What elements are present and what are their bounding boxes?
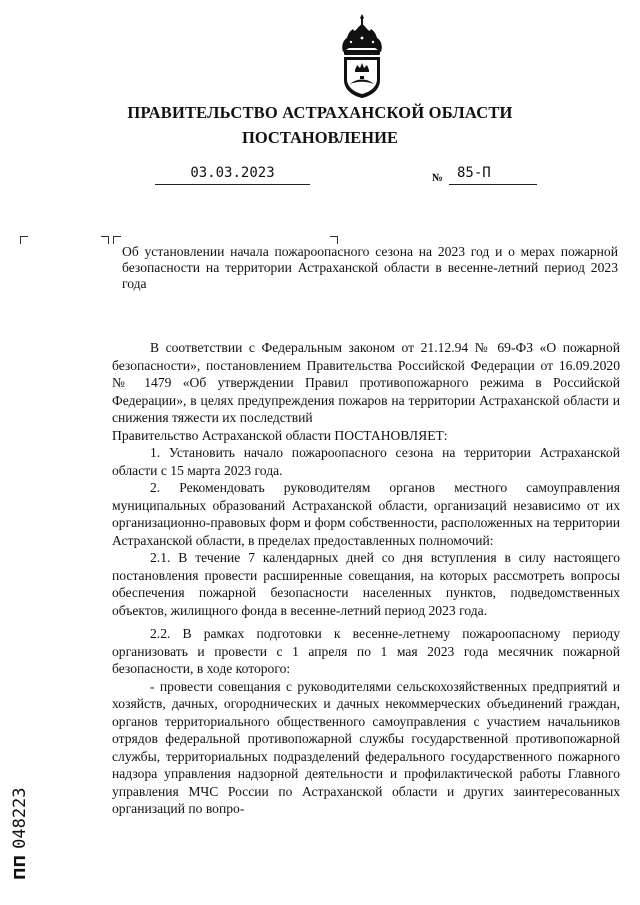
preamble-paragraph: В соответствии с Федеральным законом от 21.12.94 № 69-ФЗ «О пожарной безопасности», постановлением Правительства Российской Федерации от 16.09.2020 № 1479 «Об утверждении Правил противопожарного режима в Российской Федерации», в целях предупреждения пожаров на территории Астраханской области и снижения тяжести их последствий xyxy=(112,340,620,425)
paragraph-2: 2. Рекомендовать руководителям органов местного самоуправления муниципальных образований Астраханской области, организаций независимо от их организационно-правовых форм и форм собственности, расположенных на территории Астраханской области, в пределах предоставленных полномочий: xyxy=(112,480,620,548)
corner-bracket-icon xyxy=(101,236,109,244)
paragraph-1: 1. Установить начало пожароопасного сезона на территории Астраханской области с 15 марта 2023 года. xyxy=(112,445,620,478)
corner-bracket-icon xyxy=(330,236,338,244)
blank-serial-number xyxy=(10,787,30,880)
number-sign: № xyxy=(432,172,444,184)
serial-series: ПП xyxy=(11,854,29,880)
document-type-title: ПОСТАНОВЛЕНИЕ xyxy=(242,128,398,147)
government-title: ПРАВИТЕЛЬСТВО АСТРАХАНСКОЙ ОБЛАСТИ xyxy=(127,103,513,122)
serial-number: 048223 xyxy=(10,787,30,849)
crown-icon xyxy=(342,14,382,55)
paragraph-2-1: 2.1. В течение 7 календарных дней со дня вступления в силу настоящего постановления провести расширенные совещания, на которых рассмотреть вопросы обеспечения пожарной безопасности населенных пунктов, подведомственных объектов, жилищного фонда в весенне-летний период 2023 года. xyxy=(112,550,620,618)
document-subject: Об установлении начала пожароопасного сезона на 2023 год и о мерах пожарной безопасности на территории Астраханской области в весенне-летний период 2023 года xyxy=(122,244,618,291)
corner-bracket-icon xyxy=(20,236,28,244)
document-number: 85-П xyxy=(449,165,537,185)
document-body xyxy=(112,339,620,818)
paragraph-2-2: 2.2. В рамках подготовки к весенне-летнему пожароопасному периоду организовать и провести с 1 апреля по 1 мая 2023 года месячник пожарной безопасности, в ходе которого: xyxy=(112,626,620,676)
corner-bracket-icon xyxy=(113,236,121,244)
coat-of-arms-emblem xyxy=(337,12,387,100)
shield-icon xyxy=(344,57,380,98)
paragraph-2-2-bullet: - провести совещания с руководителями сельскохозяйственных предприятий и хозяйств, дачных, огороднических и дачных некоммерческих объединений граждан, органов территориального общественного самоуправления с участием начальников отрядов федеральной противопожарной службы государственной противопожарной службы, территориальных подразделений федерального государственного пожарного надзора управления надзорной деятельности и профилактической работы Главного управления МЧС России по Астраханской области и других заинтересованных организаций по вопро- xyxy=(112,678,620,816)
decree-line: Правительство Астраханской области ПОСТАНОВЛЯЕТ: xyxy=(112,427,448,443)
document-date: 03.03.2023 xyxy=(155,165,310,185)
